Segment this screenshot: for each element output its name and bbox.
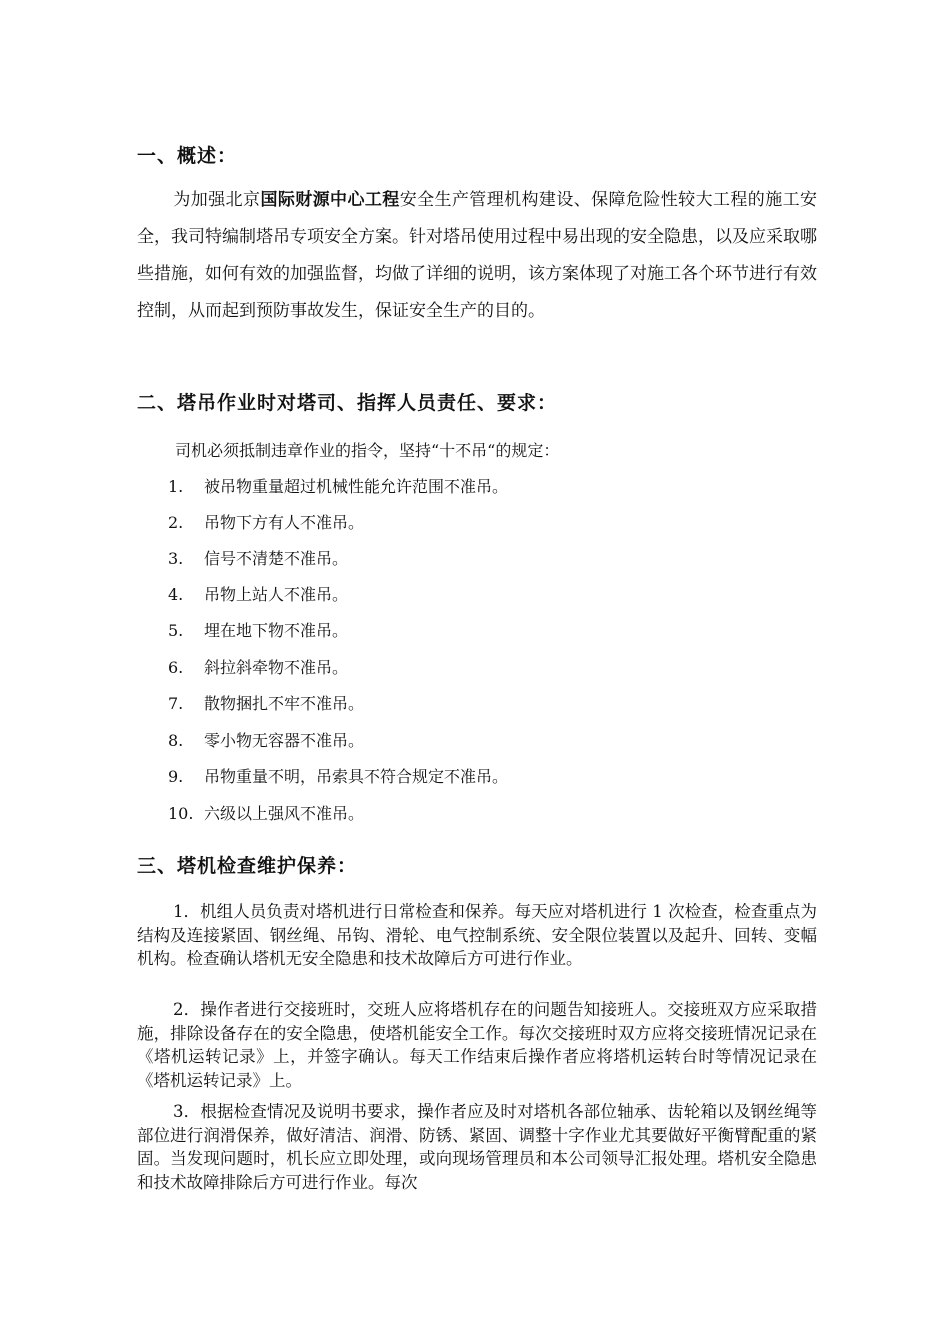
list-item (168, 728, 364, 751)
list-item-number: 10. (168, 804, 194, 823)
list-item-text: 六级以上强风不准吊。 (204, 804, 365, 823)
section3-heading: 三、塔机检查维护保养： (137, 855, 358, 877)
list-item-number: 1. (168, 477, 184, 496)
list-item-number: 8. (168, 731, 184, 750)
list-item-text: 吊物上站人不准吊。 (204, 585, 349, 604)
list-item-text: 零小物无容器不准吊。 (204, 731, 365, 750)
section2-intro: 司机必须抵制违章作业的指令，坚持“十不吊“的规定： (175, 441, 560, 460)
section3-paragraph-3 (137, 1100, 817, 1194)
section3-paragraph-2-text: 2．操作者进行交接班时，交班人应将塔机存在的问题告知接班人。交接班双方应采取措施，排除设备存在的安全隐患，使塔机能安全工作。每次交接班时双方应将交接班情况记录在《塔机运转记录》上，并签字确认。每天工作结束后操作者应将塔机运转台时等情况记录在《塔机运转记录》上。 (137, 1000, 817, 1090)
list-item-number: 4. (168, 585, 184, 604)
section1-heading: 一、概述： (137, 145, 238, 167)
list-item-number: 7. (168, 694, 184, 713)
list-item (168, 510, 364, 533)
project-name: 国际财源中心工程 (260, 190, 400, 210)
section1-text-after: 安全生产管理机构建设、保障危险性较大工程的施工安全，我司特编制塔吊专项安全方案。针对塔吊使用过程中易出现的安全隐患，以及应采取哪些措施，如何有效的加强监督，均做了详细的说明，该方案体现了对施工各个环节进行有效控制，从而起到预防事故发生，保证安全生产的目的。 (137, 190, 818, 321)
list-item-number: 5. (168, 621, 184, 640)
list-item-text: 埋在地下物不准吊。 (204, 621, 349, 640)
list-item-number: 6. (168, 658, 184, 677)
section3-paragraph-3-text: 3．根据检查情况及说明书要求，操作者应及时对塔机各部位轴承、齿轮箱以及钢丝绳等部位进行润滑保养，做好清洁、润滑、防锈、紧固、调整十字作业尤其要做好平衡臂配重的紧固。当发现问题时，机长应立即处理，或向现场管理员和本公司领导汇报处理。塔机安全隐患和技术故障排除后方可进行作业。每次 (137, 1102, 817, 1192)
list-item-text: 吊物下方有人不准吊。 (204, 513, 365, 532)
section3-paragraph-1-text: 1．机组人员负责对塔机进行日常检查和保养。每天应对塔机进行 1 次检查，检查重点为结构及连接紧固、钢丝绳、吊钩、滑轮、电气控制系统、安全限位装置以及起升、回转、变幅机构。检查确认塔机无安全隐患和技术故障后方可进行作业。 (137, 902, 817, 968)
list-item (168, 474, 508, 497)
list-item-text: 斜拉斜牵物不准吊。 (204, 658, 349, 677)
section2-heading: 二、塔吊作业时对塔司、指挥人员责任、要求： (137, 392, 558, 414)
list-item (168, 801, 364, 824)
list-item-text: 吊物重量不明，吊索具不符合规定不准吊。 (204, 767, 509, 786)
list-item-number: 3. (168, 549, 184, 568)
list-item (168, 691, 364, 714)
list-item (168, 582, 348, 605)
list-item (168, 655, 348, 678)
section1-text-before: 为加强北京 (173, 190, 261, 210)
section3-paragraph-1 (137, 900, 817, 971)
list-item-number: 2. (168, 513, 184, 532)
section1-paragraph (137, 182, 817, 330)
list-item-text: 散物捆扎不牢不准吊。 (204, 694, 365, 713)
list-item (168, 546, 348, 569)
list-item-number: 9. (168, 767, 184, 786)
list-item (168, 764, 508, 787)
section3-paragraph-2 (137, 998, 817, 1092)
list-item-text: 被吊物重量超过机械性能允许范围不准吊。 (204, 477, 509, 496)
list-item (168, 618, 348, 641)
list-item-text: 信号不清楚不准吊。 (204, 549, 349, 568)
